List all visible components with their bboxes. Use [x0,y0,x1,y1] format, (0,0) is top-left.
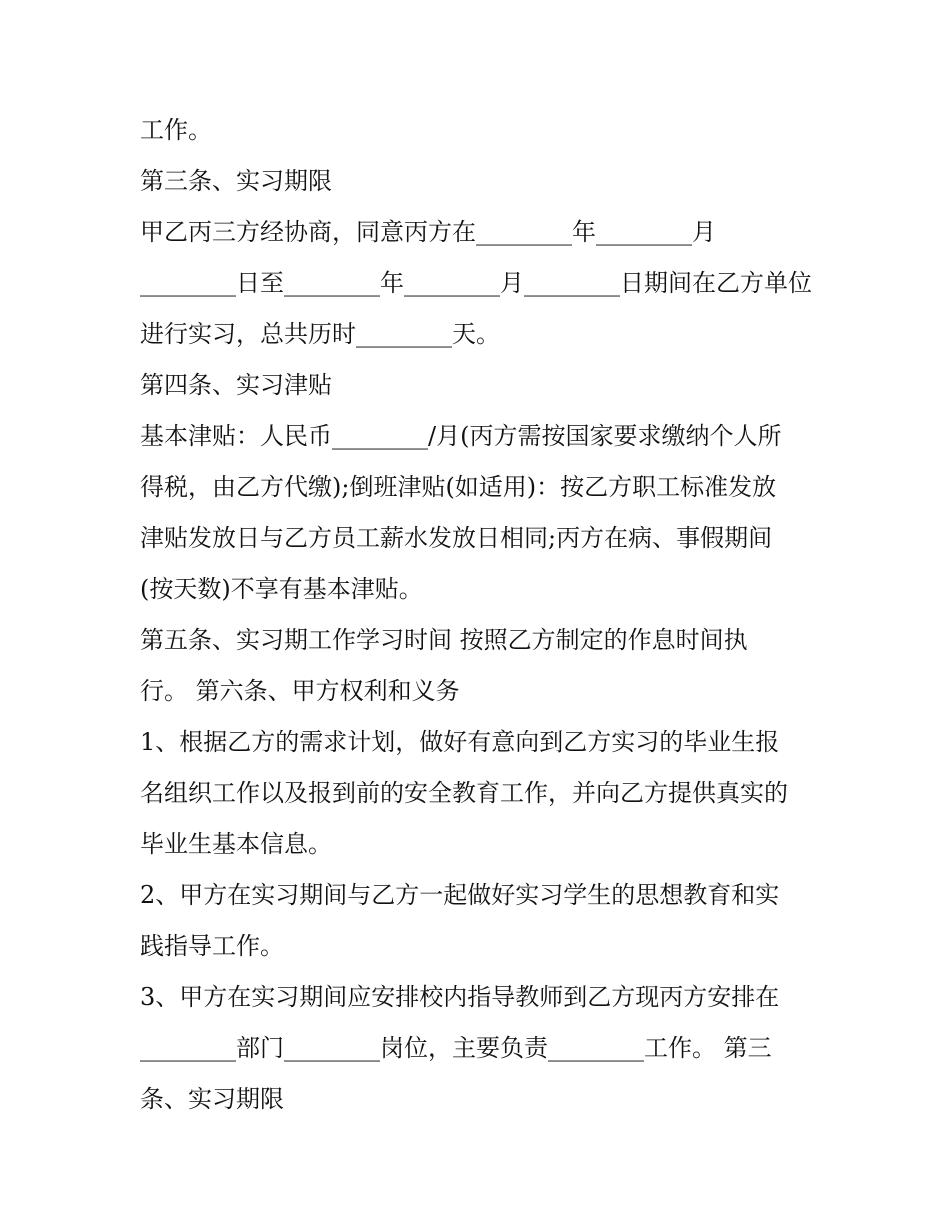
text-line: 3、甲方在实习期间应安排校内指导教师到乙方现丙方安排在 [140,983,780,1011]
section-heading: 第三条、实习期限 [140,167,332,195]
text-line: 名组织工作以及报到前的安全教育工作，并向乙方提供真实的 [140,779,788,807]
text-line: 毕业生基本信息。 [140,830,332,858]
text-line: 行。 第六条、甲方权利和义务 [140,677,460,705]
text-line: 2、甲方在实习期间与乙方一起做好实习学生的思想教育和实 [140,881,780,909]
text-line: 津贴发放日与乙方员工薪水发放日相同;丙方在病、事假期间 [140,524,773,552]
text-line: 践指导工作。 [140,932,284,960]
text-line: (按天数)不享有基本津贴。 [140,575,423,603]
text-line: 得税，由乙方代缴);倒班津贴(如适用)：按乙方职工标准发放 [140,473,777,501]
section-heading: 第四条、实习津贴 [140,371,332,399]
text-line: 基本津贴：人民币________/月(丙方需按国家要求缴纳个人所 [140,422,782,450]
text-line: 1、根据乙方的需求计划，做好有意向到乙方实习的毕业生报 [140,728,780,756]
text-line: ________日至________年________月________日期间在乙方单位 [140,269,812,297]
text-line: 进行实习，总共历时________天。 [140,320,500,348]
text-line: 条、实习期限 [140,1085,284,1113]
text-line: 工作。 [140,116,212,144]
text-line: 甲乙丙三方经协商，同意丙方在________年________月 [140,218,716,246]
document-body [140,108,820,1128]
text-line: 第五条、实习期工作学习时间 按照乙方制定的作息时间执 [140,626,748,654]
text-line: ________部门________岗位，主要负责________工作。 第三 [140,1034,772,1062]
